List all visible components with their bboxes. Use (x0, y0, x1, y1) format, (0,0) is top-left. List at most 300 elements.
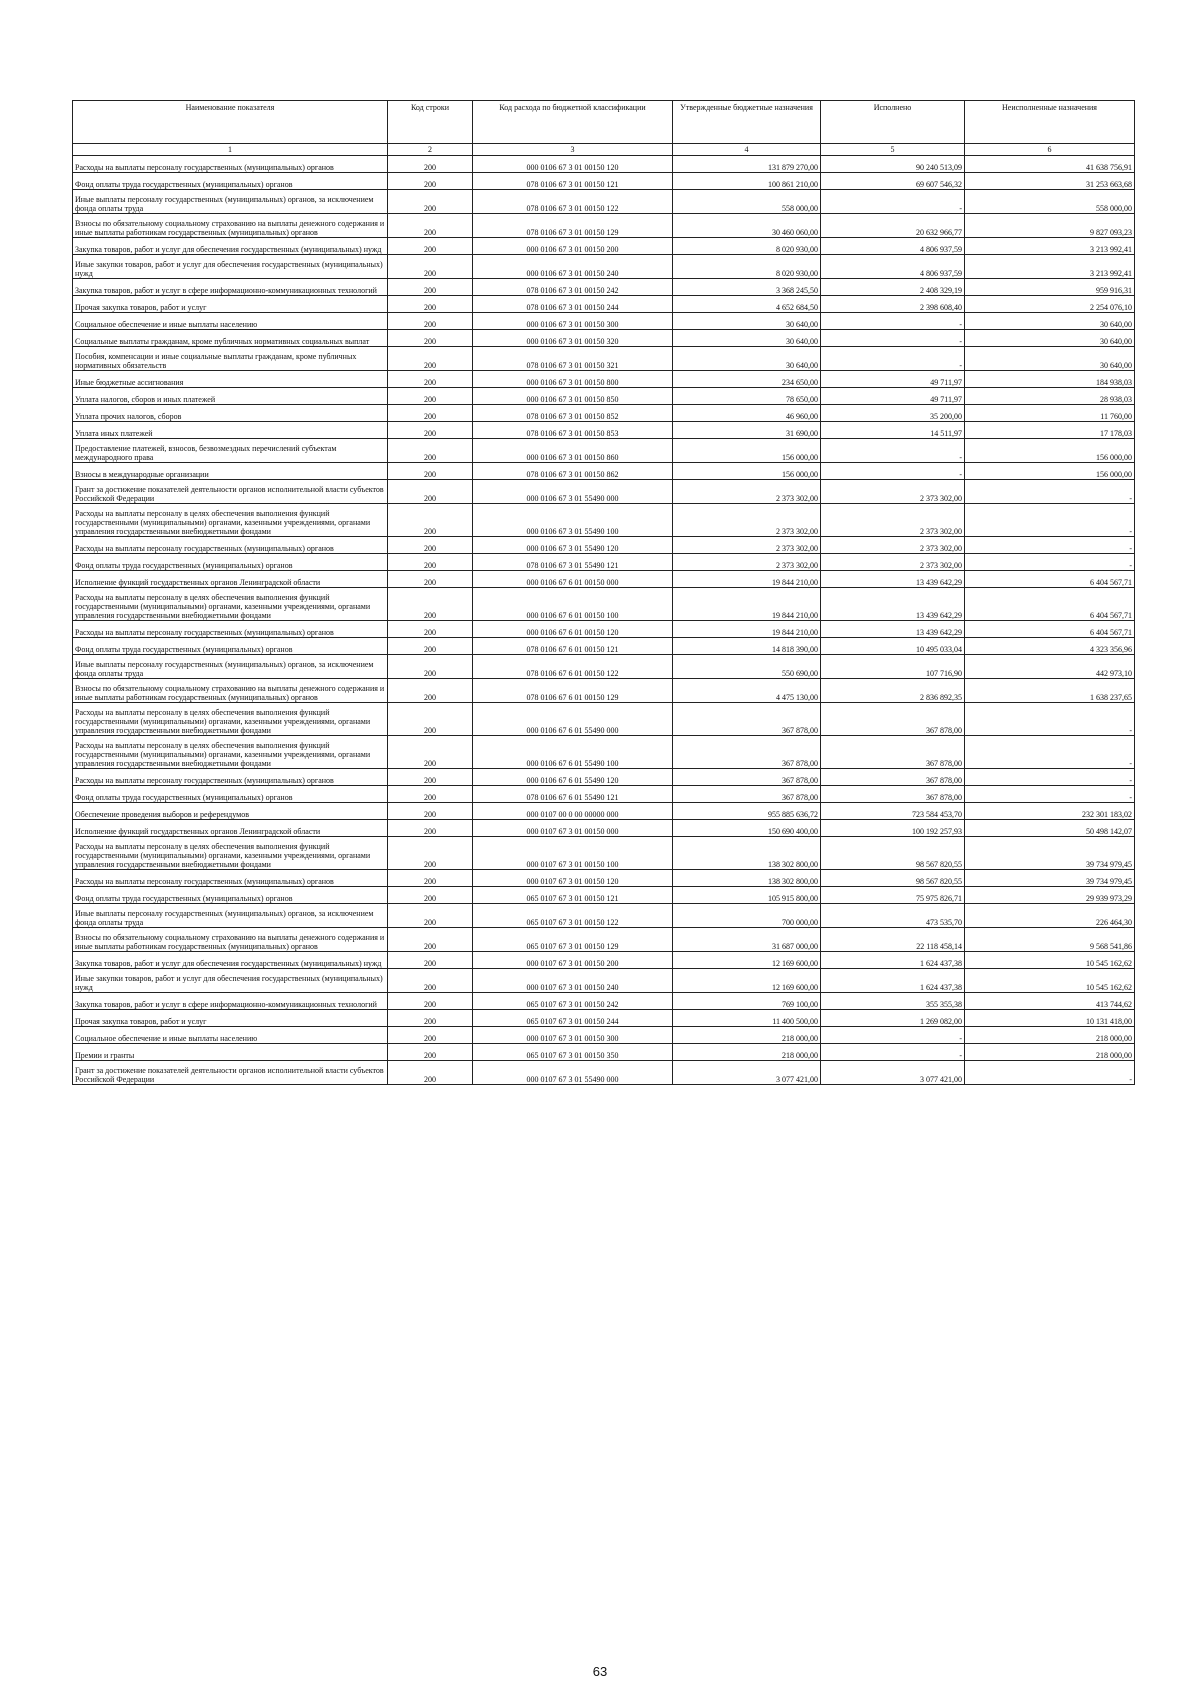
approved-amount-cell: 30 640,00 (673, 347, 821, 371)
header-budget-classification-code: Код расхода по бюджетной классификации (473, 101, 673, 144)
unexecuted-amount-cell: - (965, 736, 1135, 769)
table-row (73, 638, 1135, 655)
indicator-name-cell: Социальное обеспечение и иные выплаты населению (73, 1027, 388, 1044)
table-row (73, 786, 1135, 803)
unexecuted-amount-cell: 31 253 663,68 (965, 173, 1135, 190)
approved-amount-cell: 19 844 210,00 (673, 588, 821, 621)
executed-amount-cell: 100 192 257,93 (821, 820, 965, 837)
executed-amount-cell: 20 632 966,77 (821, 214, 965, 238)
classification-code-cell: 065 0107 67 3 01 00150 122 (473, 904, 673, 928)
unexecuted-amount-cell: 156 000,00 (965, 439, 1135, 463)
unexecuted-amount-cell: 29 939 973,29 (965, 887, 1135, 904)
executed-amount-cell: 2 408 329,19 (821, 279, 965, 296)
classification-code-cell: 000 0106 67 6 01 00150 120 (473, 621, 673, 638)
approved-amount-cell: 78 650,00 (673, 388, 821, 405)
line-code-cell: 200 (388, 463, 473, 480)
classification-code-cell: 000 0107 67 3 01 00150 120 (473, 870, 673, 887)
classification-code-cell: 078 0106 67 3 01 00150 862 (473, 463, 673, 480)
indicator-name-cell: Закупка товаров, работ и услуг в сфере информационно-коммуникационных технологий (73, 279, 388, 296)
approved-amount-cell: 11 400 500,00 (673, 1010, 821, 1027)
approved-amount-cell: 367 878,00 (673, 769, 821, 786)
classification-code-cell: 000 0106 67 3 01 55490 100 (473, 504, 673, 537)
unexecuted-amount-cell: 11 760,00 (965, 405, 1135, 422)
indicator-name-cell: Иные выплаты персоналу государственных (муниципальных) органов, за исключением фонда оплаты труда (73, 655, 388, 679)
line-code-cell: 200 (388, 786, 473, 803)
table-row (73, 156, 1135, 173)
executed-amount-cell: 13 439 642,29 (821, 621, 965, 638)
classification-code-cell: 065 0107 67 3 01 00150 242 (473, 993, 673, 1010)
executed-amount-cell: 49 711,97 (821, 371, 965, 388)
classification-code-cell: 000 0107 00 0 00 00000 000 (473, 803, 673, 820)
approved-amount-cell: 30 460 060,00 (673, 214, 821, 238)
classification-code-cell: 078 0106 67 3 01 00150 242 (473, 279, 673, 296)
classification-code-cell: 000 0106 67 3 01 00150 300 (473, 313, 673, 330)
approved-amount-cell: 46 960,00 (673, 405, 821, 422)
line-code-cell: 200 (388, 422, 473, 439)
executed-amount-cell: 473 535,70 (821, 904, 965, 928)
unexecuted-amount-cell: 10 545 162,62 (965, 952, 1135, 969)
table-row (73, 173, 1135, 190)
executed-amount-cell: 1 624 437,38 (821, 952, 965, 969)
table-row (73, 588, 1135, 621)
approved-amount-cell: 105 915 800,00 (673, 887, 821, 904)
table-row (73, 388, 1135, 405)
unexecuted-amount-cell: 10 131 418,00 (965, 1010, 1135, 1027)
approved-amount-cell: 14 818 390,00 (673, 638, 821, 655)
line-code-cell: 200 (388, 571, 473, 588)
classification-code-cell: 000 0106 67 3 01 00150 120 (473, 156, 673, 173)
executed-amount-cell: 2 373 302,00 (821, 554, 965, 571)
classification-code-cell: 000 0106 67 6 01 00150 100 (473, 588, 673, 621)
unexecuted-amount-cell: 558 000,00 (965, 190, 1135, 214)
indicator-name-cell: Социальное обеспечение и иные выплаты населению (73, 313, 388, 330)
executed-amount-cell: 35 200,00 (821, 405, 965, 422)
classification-code-cell: 000 0106 67 3 01 00150 200 (473, 238, 673, 255)
line-code-cell: 200 (388, 588, 473, 621)
line-code-cell: 200 (388, 1061, 473, 1085)
unexecuted-amount-cell: 6 404 567,71 (965, 588, 1135, 621)
table-row (73, 928, 1135, 952)
executed-amount-cell: - (821, 1027, 965, 1044)
executed-amount-cell: 69 607 546,32 (821, 173, 965, 190)
approved-amount-cell: 2 373 302,00 (673, 480, 821, 504)
executed-amount-cell: 367 878,00 (821, 703, 965, 736)
classification-code-cell: 065 0107 67 3 01 00150 121 (473, 887, 673, 904)
classification-code-cell: 078 0106 67 6 01 00150 122 (473, 655, 673, 679)
indicator-name-cell: Взносы в международные организации (73, 463, 388, 480)
indicator-name-cell: Фонд оплаты труда государственных (муниципальных) органов (73, 554, 388, 571)
unexecuted-amount-cell: - (965, 1061, 1135, 1085)
unexecuted-amount-cell: - (965, 786, 1135, 803)
unexecuted-amount-cell: 3 213 992,41 (965, 238, 1135, 255)
indicator-name-cell: Расходы на выплаты персоналу в целях обеспечения выполнения функций государственными (муниципальными) органами, казенными учреждениями, органами управления государственными внебюджетными фондами (73, 703, 388, 736)
unexecuted-amount-cell: 156 000,00 (965, 463, 1135, 480)
executed-amount-cell: 98 567 820,55 (821, 870, 965, 887)
approved-amount-cell: 2 373 302,00 (673, 504, 821, 537)
classification-code-cell: 078 0106 67 3 01 00150 852 (473, 405, 673, 422)
line-code-cell: 200 (388, 679, 473, 703)
indicator-name-cell: Взносы по обязательному социальному страхованию на выплаты денежного содержания и иные выплаты работникам государственных (муниципальных) органов (73, 928, 388, 952)
unexecuted-amount-cell: 39 734 979,45 (965, 837, 1135, 870)
table-row (73, 969, 1135, 993)
indicator-name-cell: Премии и гранты (73, 1044, 388, 1061)
indicator-name-cell: Расходы на выплаты персоналу в целях обеспечения выполнения функций государственными (муниципальными) органами, казенными учреждениями, органами управления государственными внебюджетными фондами (73, 736, 388, 769)
budget-execution-table (72, 100, 1135, 1085)
approved-amount-cell: 2 373 302,00 (673, 537, 821, 554)
unexecuted-amount-cell: 28 938,03 (965, 388, 1135, 405)
executed-amount-cell: 2 398 608,40 (821, 296, 965, 313)
indicator-name-cell: Пособия, компенсации и иные социальные выплаты гражданам, кроме публичных нормативных обязательств (73, 347, 388, 371)
table-row (73, 993, 1135, 1010)
classification-code-cell: 000 0106 67 3 01 55490 120 (473, 537, 673, 554)
executed-amount-cell: - (821, 330, 965, 347)
executed-amount-cell: 2 373 302,00 (821, 504, 965, 537)
classification-code-cell: 000 0106 67 3 01 00150 800 (473, 371, 673, 388)
indicator-name-cell: Закупка товаров, работ и услуг в сфере информационно-коммуникационных технологий (73, 993, 388, 1010)
approved-amount-cell: 8 020 930,00 (673, 238, 821, 255)
classification-code-cell: 078 0106 67 3 01 00150 853 (473, 422, 673, 439)
indicator-name-cell: Грант за достижение показателей деятельности органов исполнительной власти субъектов Российской Федерации (73, 480, 388, 504)
classification-code-cell: 065 0107 67 3 01 00150 244 (473, 1010, 673, 1027)
unexecuted-amount-cell: 959 916,31 (965, 279, 1135, 296)
indicator-name-cell: Взносы по обязательному социальному страхованию на выплаты денежного содержания и иные выплаты работникам государственных (муниципальных) органов (73, 679, 388, 703)
indicator-name-cell: Прочая закупка товаров, работ и услуг (73, 296, 388, 313)
classification-code-cell: 000 0107 67 3 01 00150 200 (473, 952, 673, 969)
line-code-cell: 200 (388, 173, 473, 190)
approved-amount-cell: 367 878,00 (673, 703, 821, 736)
executed-amount-cell: 14 511,97 (821, 422, 965, 439)
approved-amount-cell: 138 302 800,00 (673, 870, 821, 887)
approved-amount-cell: 769 100,00 (673, 993, 821, 1010)
approved-amount-cell: 156 000,00 (673, 439, 821, 463)
approved-amount-cell: 19 844 210,00 (673, 621, 821, 638)
approved-amount-cell: 955 885 636,72 (673, 803, 821, 820)
table-row (73, 803, 1135, 820)
executed-amount-cell: 107 716,90 (821, 655, 965, 679)
executed-amount-cell: 13 439 642,29 (821, 588, 965, 621)
approved-amount-cell: 131 879 270,00 (673, 156, 821, 173)
table-row (73, 347, 1135, 371)
classification-code-cell: 078 0106 67 3 01 00150 321 (473, 347, 673, 371)
line-code-cell: 200 (388, 993, 473, 1010)
indicator-name-cell: Исполнение функций государственных органов Ленинградской области (73, 571, 388, 588)
line-code-cell: 200 (388, 405, 473, 422)
indicator-name-cell: Иные выплаты персоналу государственных (муниципальных) органов, за исключением фонда оплаты труда (73, 190, 388, 214)
table-row (73, 952, 1135, 969)
column-number: 5 (821, 144, 965, 156)
classification-code-cell: 078 0106 67 3 01 00150 121 (473, 173, 673, 190)
executed-amount-cell: 98 567 820,55 (821, 837, 965, 870)
indicator-name-cell: Социальные выплаты гражданам, кроме публичных нормативных социальных выплат (73, 330, 388, 347)
unexecuted-amount-cell: 30 640,00 (965, 347, 1135, 371)
line-code-cell: 200 (388, 537, 473, 554)
approved-amount-cell: 30 640,00 (673, 313, 821, 330)
line-code-cell: 200 (388, 296, 473, 313)
unexecuted-amount-cell: 442 973,10 (965, 655, 1135, 679)
table-header-row (73, 101, 1135, 144)
classification-code-cell: 000 0106 67 3 01 00150 860 (473, 439, 673, 463)
indicator-name-cell: Фонд оплаты труда государственных (муниципальных) органов (73, 173, 388, 190)
executed-amount-cell: - (821, 1044, 965, 1061)
unexecuted-amount-cell: 184 938,03 (965, 371, 1135, 388)
classification-code-cell: 000 0106 67 3 01 00150 240 (473, 255, 673, 279)
indicator-name-cell: Расходы на выплаты персоналу государственных (муниципальных) органов (73, 537, 388, 554)
table-row (73, 1061, 1135, 1085)
approved-amount-cell: 218 000,00 (673, 1044, 821, 1061)
unexecuted-amount-cell: 9 568 541,86 (965, 928, 1135, 952)
table-row (73, 463, 1135, 480)
line-code-cell: 200 (388, 554, 473, 571)
line-code-cell: 200 (388, 870, 473, 887)
executed-amount-cell: 75 975 826,71 (821, 887, 965, 904)
indicator-name-cell: Иные бюджетные ассигнования (73, 371, 388, 388)
unexecuted-amount-cell: 41 638 756,91 (965, 156, 1135, 173)
unexecuted-amount-cell: - (965, 480, 1135, 504)
classification-code-cell: 000 0106 67 6 01 00150 000 (473, 571, 673, 588)
line-code-cell: 200 (388, 279, 473, 296)
executed-amount-cell: - (821, 347, 965, 371)
unexecuted-amount-cell: 218 000,00 (965, 1027, 1135, 1044)
line-code-cell: 200 (388, 480, 473, 504)
classification-code-cell: 078 0106 67 6 01 00150 121 (473, 638, 673, 655)
column-number: 4 (673, 144, 821, 156)
approved-amount-cell: 234 650,00 (673, 371, 821, 388)
approved-amount-cell: 4 652 684,50 (673, 296, 821, 313)
classification-code-cell: 078 0106 67 3 01 55490 121 (473, 554, 673, 571)
classification-code-cell: 078 0106 67 6 01 00150 129 (473, 679, 673, 703)
approved-amount-cell: 218 000,00 (673, 1027, 821, 1044)
executed-amount-cell: 367 878,00 (821, 769, 965, 786)
line-code-cell: 200 (388, 1027, 473, 1044)
indicator-name-cell: Иные закупки товаров, работ и услуг для обеспечения государственных (муниципальных) нужд (73, 969, 388, 993)
unexecuted-amount-cell: 30 640,00 (965, 313, 1135, 330)
approved-amount-cell: 12 169 600,00 (673, 969, 821, 993)
line-code-cell: 200 (388, 904, 473, 928)
indicator-name-cell: Расходы на выплаты персоналу государственных (муниципальных) органов (73, 769, 388, 786)
executed-amount-cell: 49 711,97 (821, 388, 965, 405)
classification-code-cell: 000 0106 67 6 01 55490 000 (473, 703, 673, 736)
line-code-cell: 200 (388, 887, 473, 904)
line-code-cell: 200 (388, 1044, 473, 1061)
classification-code-cell: 078 0106 67 3 01 00150 244 (473, 296, 673, 313)
table-body (73, 156, 1135, 1085)
approved-amount-cell: 31 690,00 (673, 422, 821, 439)
column-number-row (73, 144, 1135, 156)
approved-amount-cell: 3 368 245,50 (673, 279, 821, 296)
executed-amount-cell: - (821, 463, 965, 480)
table-row (73, 238, 1135, 255)
unexecuted-amount-cell: - (965, 537, 1135, 554)
unexecuted-amount-cell: 1 638 237,65 (965, 679, 1135, 703)
classification-code-cell: 000 0106 67 6 01 55490 100 (473, 736, 673, 769)
header-line-code: Код строки (388, 101, 473, 144)
indicator-name-cell: Закупка товаров, работ и услуг для обеспечения государственных (муниципальных) нужд (73, 952, 388, 969)
executed-amount-cell: 2 373 302,00 (821, 537, 965, 554)
line-code-cell: 200 (388, 969, 473, 993)
approved-amount-cell: 700 000,00 (673, 904, 821, 928)
approved-amount-cell: 150 690 400,00 (673, 820, 821, 837)
line-code-cell: 200 (388, 238, 473, 255)
line-code-cell: 200 (388, 621, 473, 638)
column-number: 6 (965, 144, 1135, 156)
unexecuted-amount-cell: 6 404 567,71 (965, 621, 1135, 638)
unexecuted-amount-cell: 10 545 162,62 (965, 969, 1135, 993)
line-code-cell: 200 (388, 769, 473, 786)
table-row (73, 655, 1135, 679)
indicator-name-cell: Расходы на выплаты персоналу государственных (муниципальных) органов (73, 156, 388, 173)
line-code-cell: 200 (388, 371, 473, 388)
table-row (73, 1044, 1135, 1061)
table-row (73, 405, 1135, 422)
header-executed: Исполнено (821, 101, 965, 144)
classification-code-cell: 078 0106 67 6 01 55490 121 (473, 786, 673, 803)
table-row (73, 422, 1135, 439)
header-unexecuted-appropriations: Неисполненные назначения (965, 101, 1135, 144)
line-code-cell: 200 (388, 736, 473, 769)
indicator-name-cell: Расходы на выплаты персоналу в целях обеспечения выполнения функций государственными (муниципальными) органами, казенными учреждениями, органами управления государственными внебюджетными фондами (73, 588, 388, 621)
table-row (73, 190, 1135, 214)
executed-amount-cell: 3 077 421,00 (821, 1061, 965, 1085)
line-code-cell: 200 (388, 803, 473, 820)
header-approved-appropriations: Утвержденные бюджетные назначения (673, 101, 821, 144)
unexecuted-amount-cell: - (965, 769, 1135, 786)
table-row (73, 296, 1135, 313)
unexecuted-amount-cell: 232 301 183,02 (965, 803, 1135, 820)
unexecuted-amount-cell: 50 498 142,07 (965, 820, 1135, 837)
classification-code-cell: 078 0106 67 3 01 00150 129 (473, 214, 673, 238)
table-row (73, 621, 1135, 638)
line-code-cell: 200 (388, 255, 473, 279)
unexecuted-amount-cell: - (965, 703, 1135, 736)
executed-amount-cell: 355 355,38 (821, 993, 965, 1010)
indicator-name-cell: Обеспечение проведения выборов и референдумов (73, 803, 388, 820)
approved-amount-cell: 558 000,00 (673, 190, 821, 214)
indicator-name-cell: Расходы на выплаты персоналу в целях обеспечения выполнения функций государственными (муниципальными) органами, казенными учреждениями, органами управления государственными внебюджетными фондами (73, 504, 388, 537)
line-code-cell: 200 (388, 1010, 473, 1027)
approved-amount-cell: 12 169 600,00 (673, 952, 821, 969)
approved-amount-cell: 30 640,00 (673, 330, 821, 347)
table-row (73, 504, 1135, 537)
executed-amount-cell: 1 624 437,38 (821, 969, 965, 993)
line-code-cell: 200 (388, 388, 473, 405)
classification-code-cell: 000 0107 67 3 01 00150 240 (473, 969, 673, 993)
line-code-cell: 200 (388, 952, 473, 969)
indicator-name-cell: Закупка товаров, работ и услуг для обеспечения государственных (муниципальных) нужд (73, 238, 388, 255)
table-row (73, 537, 1135, 554)
executed-amount-cell: 90 240 513,09 (821, 156, 965, 173)
line-code-cell: 200 (388, 655, 473, 679)
table-row (73, 820, 1135, 837)
indicator-name-cell: Расходы на выплаты персоналу в целях обеспечения выполнения функций государственными (муниципальными) органами, казенными учреждениями, органами управления государственными внебюджетными фондами (73, 837, 388, 870)
line-code-cell: 200 (388, 347, 473, 371)
table-row (73, 1027, 1135, 1044)
executed-amount-cell: 367 878,00 (821, 786, 965, 803)
page-number: 63 (592, 1664, 608, 1679)
approved-amount-cell: 8 020 930,00 (673, 255, 821, 279)
approved-amount-cell: 367 878,00 (673, 736, 821, 769)
line-code-cell: 200 (388, 837, 473, 870)
unexecuted-amount-cell: 3 213 992,41 (965, 255, 1135, 279)
classification-code-cell: 000 0106 67 6 01 55490 120 (473, 769, 673, 786)
table-row (73, 837, 1135, 870)
classification-code-cell: 000 0106 67 3 01 00150 850 (473, 388, 673, 405)
classification-code-cell: 078 0106 67 3 01 00150 122 (473, 190, 673, 214)
indicator-name-cell: Взносы по обязательному социальному страхованию на выплаты денежного содержания и иные выплаты работникам государственных (муниципальных) органов (73, 214, 388, 238)
line-code-cell: 200 (388, 439, 473, 463)
table-row (73, 679, 1135, 703)
column-number: 3 (473, 144, 673, 156)
line-code-cell: 200 (388, 214, 473, 238)
executed-amount-cell: - (821, 190, 965, 214)
column-number: 2 (388, 144, 473, 156)
approved-amount-cell: 4 475 130,00 (673, 679, 821, 703)
unexecuted-amount-cell: 226 464,30 (965, 904, 1135, 928)
executed-amount-cell: 13 439 642,29 (821, 571, 965, 588)
executed-amount-cell: - (821, 439, 965, 463)
classification-code-cell: 000 0106 67 3 01 55490 000 (473, 480, 673, 504)
line-code-cell: 200 (388, 156, 473, 173)
header-indicator-name: Наименование показателя (73, 101, 388, 144)
table-row (73, 279, 1135, 296)
indicator-name-cell: Уплата прочих налогов, сборов (73, 405, 388, 422)
unexecuted-amount-cell: 218 000,00 (965, 1044, 1135, 1061)
indicator-name-cell: Фонд оплаты труда государственных (муниципальных) органов (73, 638, 388, 655)
table-row (73, 736, 1135, 769)
table-row (73, 870, 1135, 887)
table-row (73, 480, 1135, 504)
table-row (73, 887, 1135, 904)
approved-amount-cell: 3 077 421,00 (673, 1061, 821, 1085)
indicator-name-cell: Предоставление платежей, взносов, безвозмездных перечислений субъектам международного права (73, 439, 388, 463)
indicator-name-cell: Фонд оплаты труда государственных (муниципальных) органов (73, 786, 388, 803)
executed-amount-cell: 22 118 458,14 (821, 928, 965, 952)
approved-amount-cell: 156 000,00 (673, 463, 821, 480)
table-row (73, 554, 1135, 571)
table-row (73, 313, 1135, 330)
indicator-name-cell: Иные закупки товаров, работ и услуг для обеспечения государственных (муниципальных) нужд (73, 255, 388, 279)
executed-amount-cell: 367 878,00 (821, 736, 965, 769)
indicator-name-cell: Расходы на выплаты персоналу государственных (муниципальных) органов (73, 870, 388, 887)
unexecuted-amount-cell: 17 178,03 (965, 422, 1135, 439)
table-row (73, 571, 1135, 588)
approved-amount-cell: 100 861 210,00 (673, 173, 821, 190)
executed-amount-cell: 1 269 082,00 (821, 1010, 965, 1027)
classification-code-cell: 000 0106 67 3 01 00150 320 (473, 330, 673, 347)
classification-code-cell: 000 0107 67 3 01 00150 000 (473, 820, 673, 837)
unexecuted-amount-cell: 30 640,00 (965, 330, 1135, 347)
approved-amount-cell: 19 844 210,00 (673, 571, 821, 588)
column-number: 1 (73, 144, 388, 156)
approved-amount-cell: 138 302 800,00 (673, 837, 821, 870)
executed-amount-cell: 4 806 937,59 (821, 238, 965, 255)
approved-amount-cell: 2 373 302,00 (673, 554, 821, 571)
table-row (73, 439, 1135, 463)
unexecuted-amount-cell: 413 744,62 (965, 993, 1135, 1010)
indicator-name-cell: Исполнение функций государственных органов Ленинградской области (73, 820, 388, 837)
table-row (73, 214, 1135, 238)
indicator-name-cell: Грант за достижение показателей деятельности органов исполнительной власти субъектов Российской Федерации (73, 1061, 388, 1085)
unexecuted-amount-cell: 9 827 093,23 (965, 214, 1135, 238)
indicator-name-cell: Иные выплаты персоналу государственных (муниципальных) органов, за исключением фонда оплаты труда (73, 904, 388, 928)
line-code-cell: 200 (388, 504, 473, 537)
line-code-cell: 200 (388, 313, 473, 330)
table-row (73, 769, 1135, 786)
classification-code-cell: 065 0107 67 3 01 00150 129 (473, 928, 673, 952)
table-row (73, 703, 1135, 736)
table-row (73, 371, 1135, 388)
unexecuted-amount-cell: 2 254 076,10 (965, 296, 1135, 313)
approved-amount-cell: 367 878,00 (673, 786, 821, 803)
